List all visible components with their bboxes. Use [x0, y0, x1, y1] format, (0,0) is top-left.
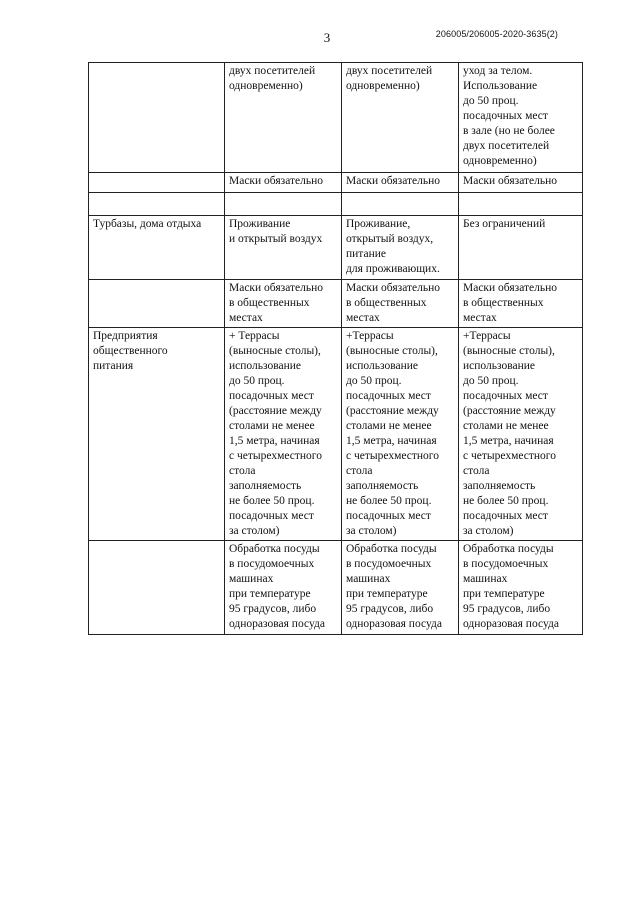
table-cell: Маски обязательно в общественных местах — [459, 280, 583, 328]
table-cell: Маски обязательно в общественных местах — [225, 280, 342, 328]
restrictions-table — [88, 62, 583, 635]
table-cell: Проживание и открытый воздух — [225, 216, 342, 280]
table-cell: Обработка посуды в посудомоечных машинах при температуре 95 градусов, либо одноразовая посуда — [459, 541, 583, 635]
establishment-type-cell — [89, 280, 225, 328]
table-cell: двух посетителей одновременно) — [225, 63, 342, 173]
establishment-type-cell — [89, 541, 225, 635]
table-cell: уход за телом. Использование до 50 проц. посадочных мест в зале (но не более двух посетителей одновременно) — [459, 63, 583, 173]
table-cell: Проживание, открытый воздух, питание для проживающих. — [342, 216, 459, 280]
table-cell: Без ограничений — [459, 216, 583, 280]
establishment-type-cell: Турбазы, дома отдыха — [89, 216, 225, 280]
table-row — [89, 216, 583, 280]
establishment-type-cell — [89, 63, 225, 173]
table-cell — [225, 193, 342, 216]
establishment-type-cell: Предприятия общественного питания — [89, 328, 225, 541]
table-cell: + Террасы (выносные столы), использование до 50 проц. посадочных мест (расстояние между столами не менее 1,5 метра, начиная с четырехместного стола заполняемость не более 50 проц. посадочных мест за столом) — [225, 328, 342, 541]
table-cell: +Террасы (выносные столы), использование до 50 проц. посадочных мест (расстояние между столами не менее 1,5 метра, начиная с четырехместного стола заполняемость не более 50 проц. посадочных мест за столом) — [459, 328, 583, 541]
table-row — [89, 193, 583, 216]
table-cell: +Террасы (выносные столы), использование до 50 проц. посадочных мест (расстояние между столами не менее 1,5 метра, начиная с четырехместного стола заполняемость не более 50 проц. посадочных мест за столом) — [342, 328, 459, 541]
table-cell: Обработка посуды в посудомоечных машинах при температуре 95 градусов, либо одноразовая посуда — [225, 541, 342, 635]
table-row — [89, 328, 583, 541]
table-cell: Маски обязательно — [342, 173, 459, 193]
table-cell — [342, 193, 459, 216]
table-cell: Обработка посуды в посудомоечных машинах при температуре 95 градусов, либо одноразовая посуда — [342, 541, 459, 635]
table-row — [89, 63, 583, 173]
document-id: 206005/206005-2020-3635(2) — [435, 29, 558, 39]
establishment-type-cell — [89, 173, 225, 193]
table-row — [89, 541, 583, 635]
table-cell: двух посетителей одновременно) — [342, 63, 459, 173]
establishment-type-cell — [89, 193, 225, 216]
table-cell: Маски обязательно в общественных местах — [342, 280, 459, 328]
table-cell: Маски обязательно — [225, 173, 342, 193]
table-row — [89, 173, 583, 193]
table-cell — [459, 193, 583, 216]
table-row — [89, 280, 583, 328]
page-number: 3 — [323, 30, 331, 45]
table-cell: Маски обязательно — [459, 173, 583, 193]
